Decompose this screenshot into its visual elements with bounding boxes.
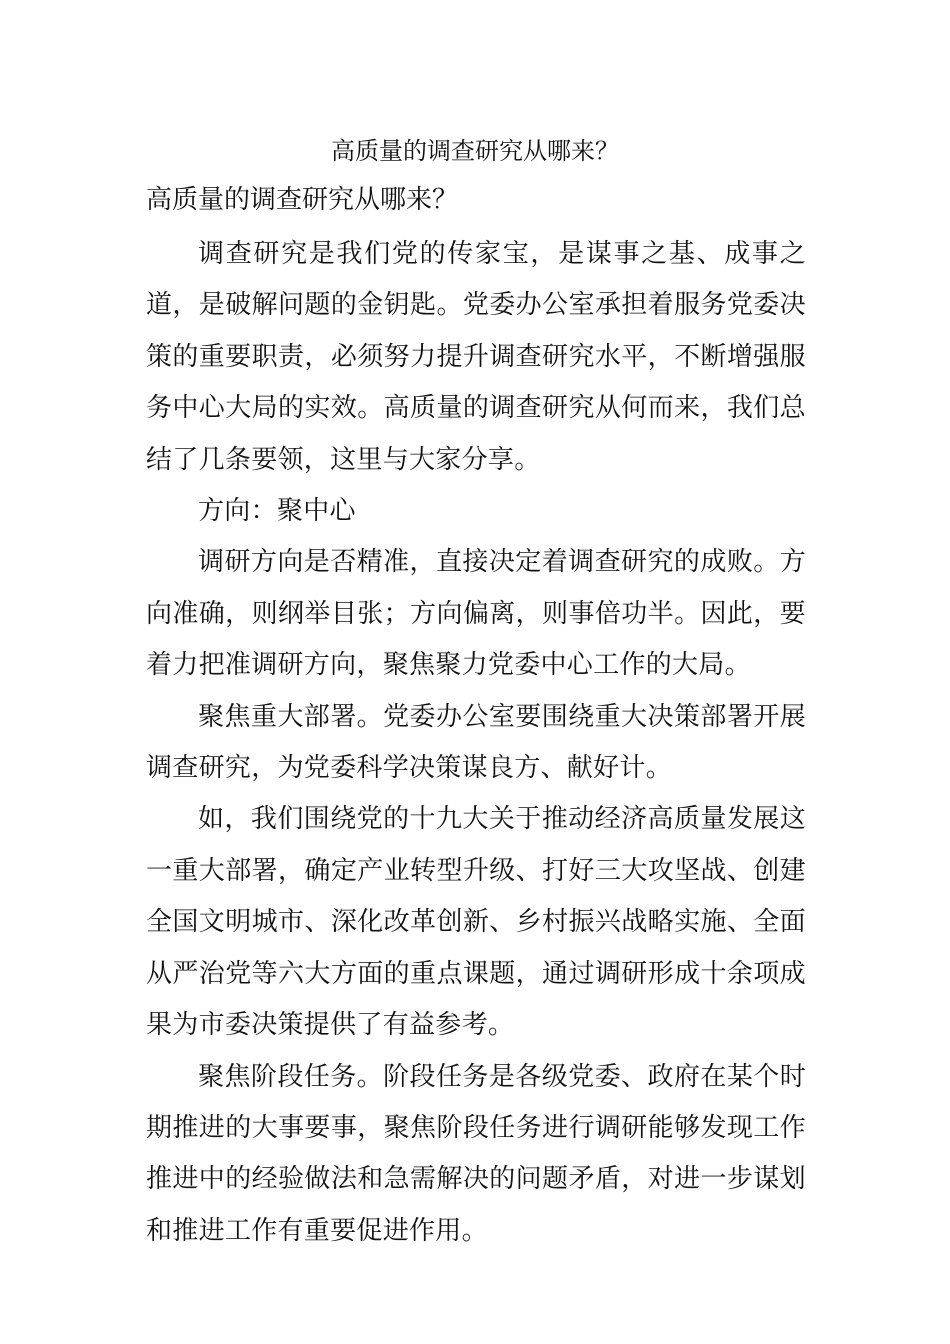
document-subtitle: 高质量的调查研究从哪来？ <box>146 185 459 215</box>
paragraph-major-deployment: 聚焦重大部署。党委办公室要围绕重大决策部署开展调查研究，为党委科学决策谋良方、献好计。 <box>146 701 806 784</box>
section-heading-direction: 方向：聚中心 <box>198 496 356 527</box>
document-body <box>146 229 806 1257</box>
paragraph-intro: 调查研究是我们党的传家宝，是谋事之基、成事之道，是破解问题的金钥匙。党委办公室承担着服务党委决策的重要职责，必须努力提升调查研究水平，不断增强服务中心大局的实效。高质量的调查研究从何而来，我们总结了几条要领，这里与大家分享。 <box>146 239 806 475</box>
paragraph-example: 如，我们围绕党的十九大关于推动经济高质量发展这一重大部署，确定产业转型升级、打好三大攻坚战、创建全国文明城市、深化改革创新、乡村振兴战略实施、全面从严治党等六大方面的重点课题，通过调研形成十余项成果为市委决策提供了有益参考。 <box>146 804 806 1041</box>
document-title: 高质量的调查研究从哪来？ <box>331 137 619 165</box>
paragraph-direction: 调研方向是否精准，直接决定着调查研究的成败。方向准确，则纲举目张；方向偏离，则事倍功半。因此，要着力把准调研方向，聚焦聚力党委中心工作的大局。 <box>146 547 806 681</box>
paragraph-stage-tasks: 聚焦阶段任务。阶段任务是各级党委、政府在某个时期推进的大事要事，聚焦阶段任务进行调研能够发现工作推进中的经验做法和急需解决的问题矛盾，对进一步谋划和推进工作有重要促进作用。 <box>146 1061 806 1246</box>
